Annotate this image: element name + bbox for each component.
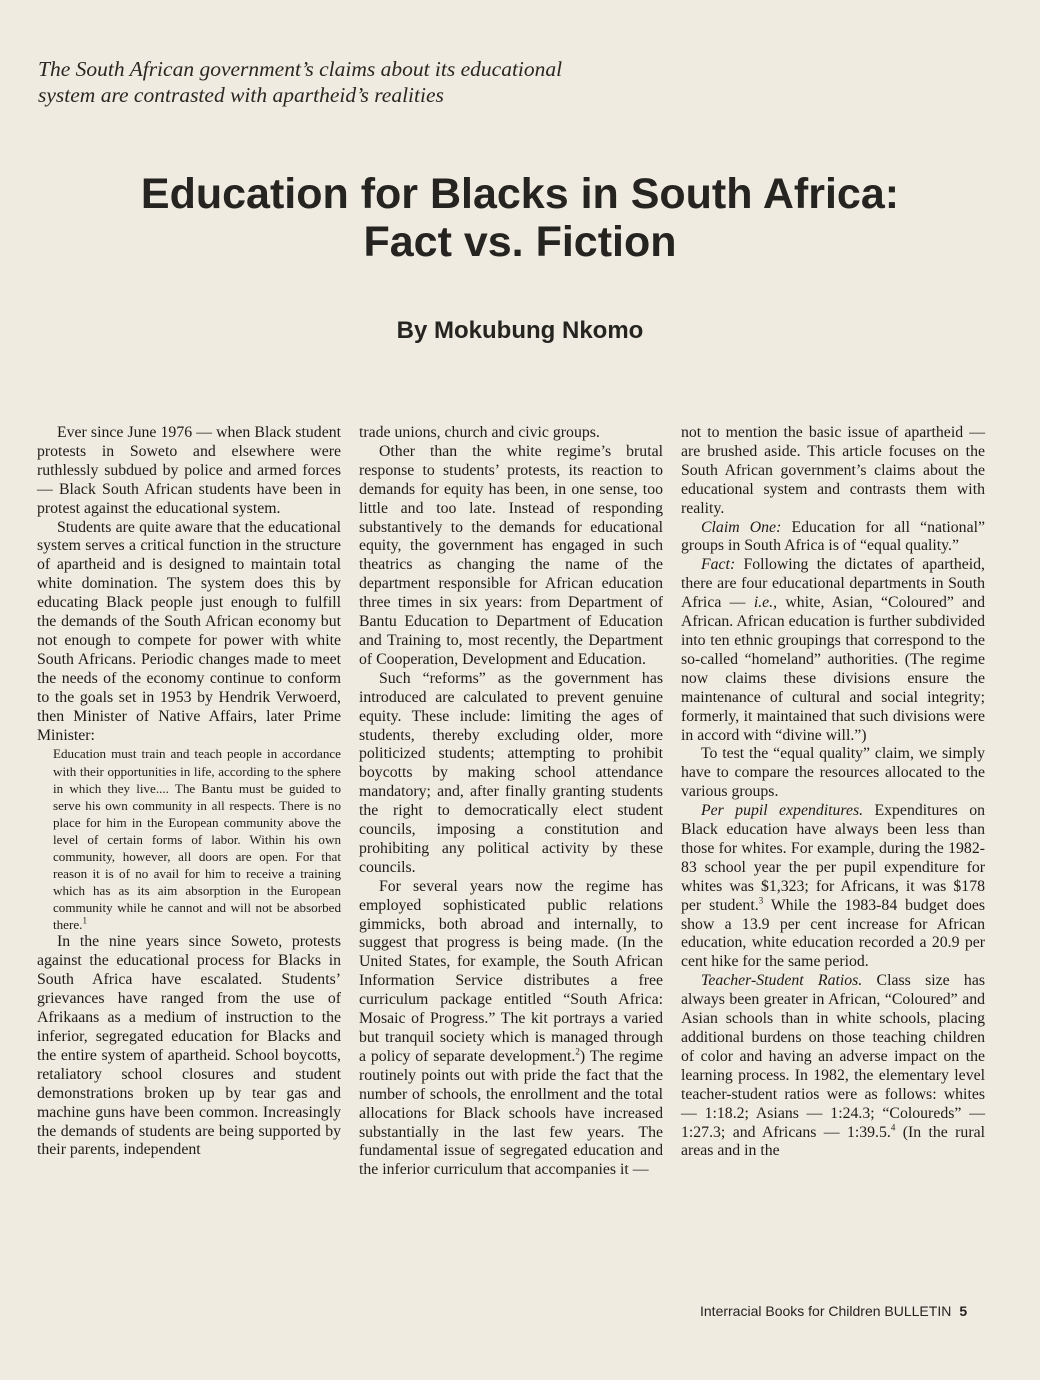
- teacher-student-paragraph: [681, 972, 985, 1161]
- verwoerd-quote: [53, 745, 341, 933]
- column-3: [681, 424, 985, 1161]
- teacher-student-label: Teacher-Student Ratios.: [701, 972, 863, 990]
- column-1: [37, 424, 341, 1160]
- col3-paragraph-1: not to mention the basic issue of apartheid — are brushed aside. This article focuses on the South African government’s claims about the educational system and contrasts them with reality.: [681, 424, 985, 517]
- headline-line-1: Education for Blacks in South Africa:: [140, 170, 900, 218]
- fact-label: Fact:: [701, 556, 736, 574]
- per-pupil-text: Expenditures on Black education have always been less than those for whites. For example, during the 1982-83 school year the per pupil expenditure for whites was $1,323; for Africans, it was $178 per student.: [681, 802, 985, 914]
- footnote-ref-2: 2: [575, 1046, 580, 1057]
- col2-paragraph-4: [359, 878, 663, 1181]
- col2-paragraph-3: Such “reforms” as the government has introduced are calculated to prevent genuine equity. These include: limiting the ages of students, thereby excluding older, more politicized students; attempting to prohibit boycotts by making school attendance mandatory; and, after finally granting students the right to democratically elect student councils, imposing a constitution and prohibiting any political activity by these councils.: [359, 669, 663, 876]
- col2-paragraph-4-text: For several years now the regime has employed sophisticated public relations gimmicks, both abroad and internally, to suggest that progress is being made. (In the United States, for example, the South African Information Service distributes a free curriculum package entitled “South Africa: Mosaic of Progress.” The kit portrays a varied but tranquil society which is managed through a policy of separate development.: [359, 877, 663, 1065]
- per-pupil-paragraph: [681, 802, 985, 972]
- footnote-ref-3: 3: [758, 895, 764, 906]
- byline: By Mokubung Nkomo: [396, 317, 644, 344]
- article-headline: [60, 170, 980, 266]
- col2-paragraph-4-text-b: ) The regime routinely points out with pride the fact that the number of schools, the enrollment and the total allocations for Black schools have increased substantially in the last few years. The fundamental issue of segregated education and the inferior curriculum that accompanies it —: [359, 1047, 664, 1179]
- fact-ie: i.e.,: [753, 594, 778, 612]
- deck-line-1: The South African government’s claims about its educational: [38, 57, 563, 81]
- fact-text-b: white, Asian, “Coloured” and African. African education is further subdivided into ten ethnic groupings that correspond to the so-called “homeland” authorities. (The regime now claims these divisions ensure the maintenance of cultural and social integrity; formerly, it maintained that such divisions were in accord with “divine will.”): [681, 594, 985, 744]
- per-pupil-text-b: While the 1983-84 budget does show a 13.9 per cent increase for African education, white education recorded a 20.9 per cent hike for the same period.: [681, 896, 986, 971]
- footnote-ref-4: 4: [890, 1122, 896, 1133]
- article-deck: [38, 56, 738, 108]
- page-number: 5: [959, 1303, 968, 1319]
- col3-paragraph-2: To test the “equal quality” claim, we simply have to compare the resources allocated to the various groups.: [681, 745, 985, 801]
- fact-paragraph: [681, 556, 985, 745]
- teacher-student-text-b: (In the rural areas and in the: [681, 1123, 985, 1160]
- deck-line-2: system are contrasted with apartheid’s realities: [38, 83, 444, 107]
- claim-one-paragraph: [681, 519, 985, 557]
- footnote-ref-1: 1: [82, 915, 87, 926]
- col1-paragraph-3: In the nine years since Soweto, protests against the educational process for Blacks in South Africa have escalated. Students’ grievances have ranged from the use of Afrikaans as a medium of instruction to the inferior, segregated education for Blacks and the entire system of apartheid. School boycotts, retaliatory school closures and student demonstrations broken up by tear gas and machine guns have been common. Increasingly the demands of students are being supported by their parents, independent: [37, 933, 341, 1159]
- headline-line-2: Fact vs. Fiction: [363, 218, 677, 266]
- col2-paragraph-2: Other than the white regime’s brutal response to students’ protests, its reaction to demands for equity has been, in one sense, too little and too late. Instead of responding substantively to the demands for educational equity, the government has engaged in such theatrics as changing the name of the department responsible for African education three times in six years: from Department of Bantu Education to Department of Education and Training to, most recently, the Department of Cooperation, Development and Education.: [359, 442, 663, 668]
- col1-paragraph-1: Ever since June 1976 — when Black student protests in Soweto and elsewhere were ruthlessly subdued by police and armed forces — Black South African students have been in protest against the educational system.: [37, 424, 341, 517]
- quote-text: Education must train and teach people in accordance with their opportunities in life, according to the sphere in which they live.... The Bantu must be guided to serve his own community in all respects. There is no place for him in the European community above the level of certain forms of labor. Within his own community, however, all doors are open. For that reason it is of no avail for him to receive a training which has as its aim absorption in the European community while he cannot and will not be absorbed there.: [53, 746, 341, 933]
- fact-text-a: Following the dictates of apartheid, there are four educational departments in South Africa —: [681, 556, 985, 612]
- claim-one-label: Claim One:: [701, 518, 782, 536]
- col1-paragraph-2: Students are quite aware that the educational system serves a critical function in the structure of apartheid and is designed to maintain total white domination. The system does this by educating Black people just enough to fulfill the demands of the South African economy but not enough to compete for power with white South Africans. Periodic changes made to meet the needs of the economy continue to conform to the goals set in 1953 by Hendrik Verwoerd, then Minister of Native Affairs, later Prime Minister:: [37, 518, 341, 744]
- claim-one-text: Education for all “national” groups in South Africa is of “equal quality.”: [681, 518, 985, 555]
- page-footer: [700, 1303, 1000, 1319]
- col2-paragraph-1: trade unions, church and civic groups.: [359, 424, 600, 441]
- publication-name: Interracial Books for Children BULLETIN: [700, 1303, 952, 1319]
- column-2: [359, 424, 663, 1180]
- per-pupil-label: Per pupil expenditures.: [701, 802, 864, 820]
- teacher-student-text: Class size has always been greater in African, “Coloured” and Asian schools than in white schools, placing additional burdens on those teaching children of color and having an adverse impact on the learning process. In 1982, the elementary level teacher-student ratios were as follows: whites — 1:18.2; Asians — 1:24.3; “Coloureds” — 1:27.3; and Africans — 1:39.5.: [681, 972, 985, 1141]
